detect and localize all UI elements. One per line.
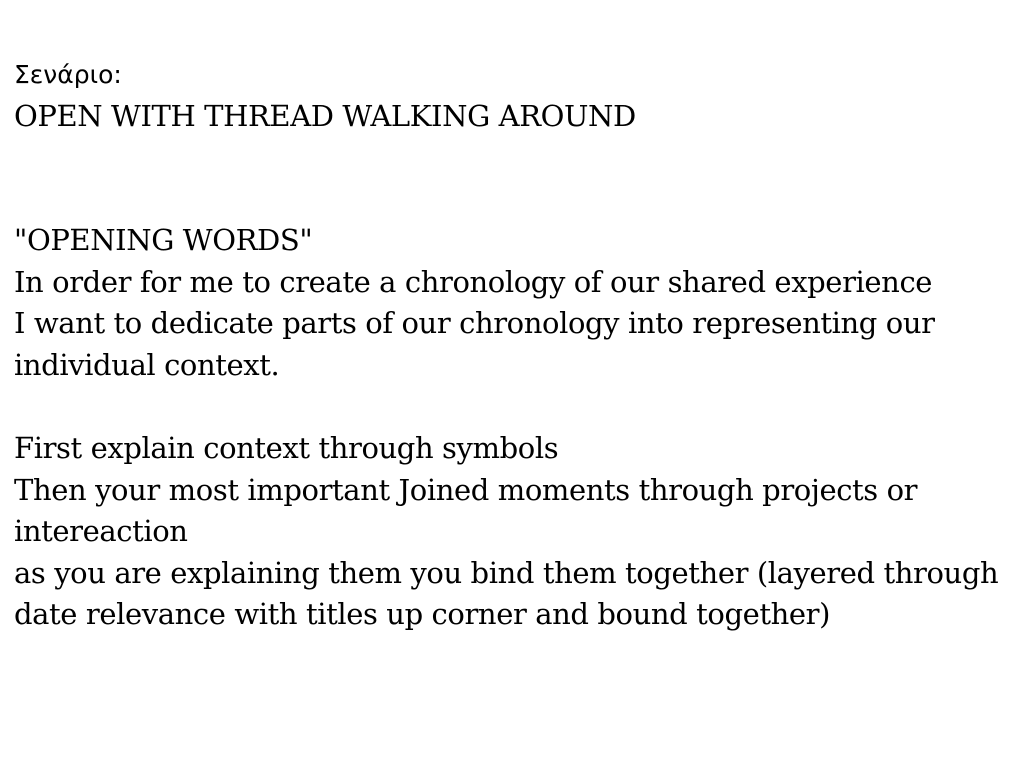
paragraph-2-line-2: Then your most important Joined moments through projects or intereaction	[14, 472, 918, 548]
slide-heading: Σενάριο:	[14, 60, 122, 89]
paragraph-1-line-1: In order for me to create a chronology of our shared experience	[14, 264, 933, 299]
opening-text: OPEN WITH THREAD WALKING AROUND	[14, 99, 636, 133]
opening-line	[14, 96, 1019, 138]
section-title: "OPENING WORDS"	[14, 223, 313, 257]
paragraph-2-line-1: First explain context through symbols	[14, 431, 559, 465]
instructions-block	[14, 428, 1019, 636]
paragraph-2-line-3: as you are explaining them you bind them together (layered through date relevance with titles up corner and bound together)	[14, 555, 999, 631]
opening-words-block	[14, 220, 1019, 386]
paragraph-1-line-2: I want to dedicate parts of our chronology into representing our individual context.	[14, 306, 935, 382]
